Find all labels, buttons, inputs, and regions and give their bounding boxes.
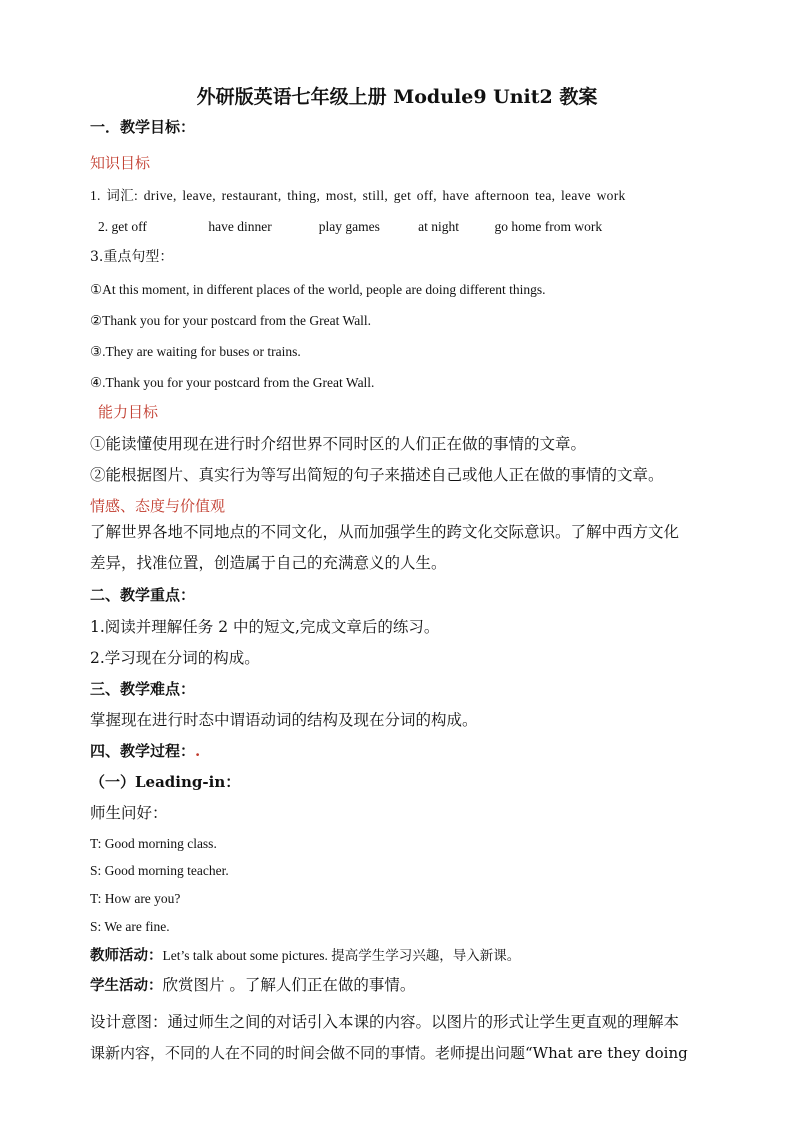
knowledge-heading: 知识目标	[90, 154, 151, 172]
process-heading-text: 四、教学过程：	[90, 742, 196, 760]
teacher-activity	[90, 947, 704, 964]
section-heading-process	[90, 744, 704, 759]
phrase-line	[98, 220, 704, 234]
section-heading-objectives: 一．教学目标：	[90, 118, 196, 136]
teacher-activity-text: Let’s talk about some pictures. 提高学生学习兴趣，导入新课。	[162, 948, 521, 963]
dialogue-line: T: How are you?	[90, 891, 181, 906]
page-title: 外研版英语七年级上册 Module9 Unit2 教案	[196, 86, 598, 108]
emotion-text: 了解世界各地不同地点的不同文化，从而加强学生的跨文化交际意识。了解中西方文化	[90, 523, 680, 541]
vocab-line: 1. 词汇: drive, leave, restaurant, thing, most, still, get off, have afternoon tea, leave work	[90, 188, 626, 203]
ability-heading: 能力目标	[98, 403, 159, 421]
ability-item: ①能读懂使用现在进行时介绍世界不同时区的人们正在做的事情的文章。	[90, 435, 587, 453]
key-point-item: 2.学习现在分词的构成。	[90, 649, 260, 667]
step-heading-leading-in: （一）Leading-in：	[90, 773, 241, 791]
phrase-item: at night	[418, 219, 459, 234]
phrase-item: go home from work	[494, 219, 603, 234]
dialogue-line: S: We are fine.	[90, 919, 170, 934]
design-intent-text: 设计意图：通过师生之间的对话引入本课的内容。以图片的形式让学生更直观的理解本	[90, 1013, 680, 1031]
dialogue-line: S: Good morning teacher.	[90, 863, 229, 878]
section-heading-key-points: 二、教学重点：	[90, 586, 196, 604]
dialogue-line: T: Good morning class.	[90, 836, 217, 851]
sentence-item: ②Thank you for your postcard from the Great Wall.	[90, 313, 372, 328]
student-activity	[90, 977, 704, 994]
key-point-item: 1.阅读并理解任务 2 中的短文,完成文章后的练习。	[90, 618, 440, 636]
sentence-item: ④.Thank you for your postcard from the Great Wall.	[90, 375, 375, 390]
phrase-item: play games	[318, 219, 380, 234]
sentence-item: ①At this moment, in different places of the world, people are doing different things.	[90, 282, 546, 297]
greeting-label: 师生问好：	[90, 804, 168, 822]
sentence-heading: 3.重点句型：	[90, 249, 174, 265]
teacher-activity-label: 教师活动：	[90, 947, 163, 964]
phrase-item: have dinner	[208, 219, 272, 234]
emotion-text: 差异，找准位置，创造属于自己的充满意义的人生。	[90, 554, 447, 572]
emotion-heading: 情感、态度与价值观	[90, 497, 226, 515]
ability-item: ②能根据图片、真实行为等写出简短的句子来描述自己或他人正在做的事情的文章。	[90, 466, 664, 484]
difficulty-text: 掌握现在进行时态中谓语动词的结构及现在分词的构成。	[90, 711, 478, 729]
process-heading-dot: .	[195, 742, 201, 760]
student-activity-text: 欣赏图片 。了解人们正在做的事情。	[162, 976, 416, 994]
phrase-item: 2. get off	[98, 219, 147, 234]
sentence-item: ③.They are waiting for buses or trains.	[90, 344, 301, 359]
design-intent-text: 课新内容，不同的人在不同的时间会做不同的事情。老师提出问题“What are they doing	[90, 1044, 688, 1062]
section-heading-difficulties: 三、教学难点：	[90, 680, 196, 698]
student-activity-label: 学生活动：	[90, 977, 163, 994]
